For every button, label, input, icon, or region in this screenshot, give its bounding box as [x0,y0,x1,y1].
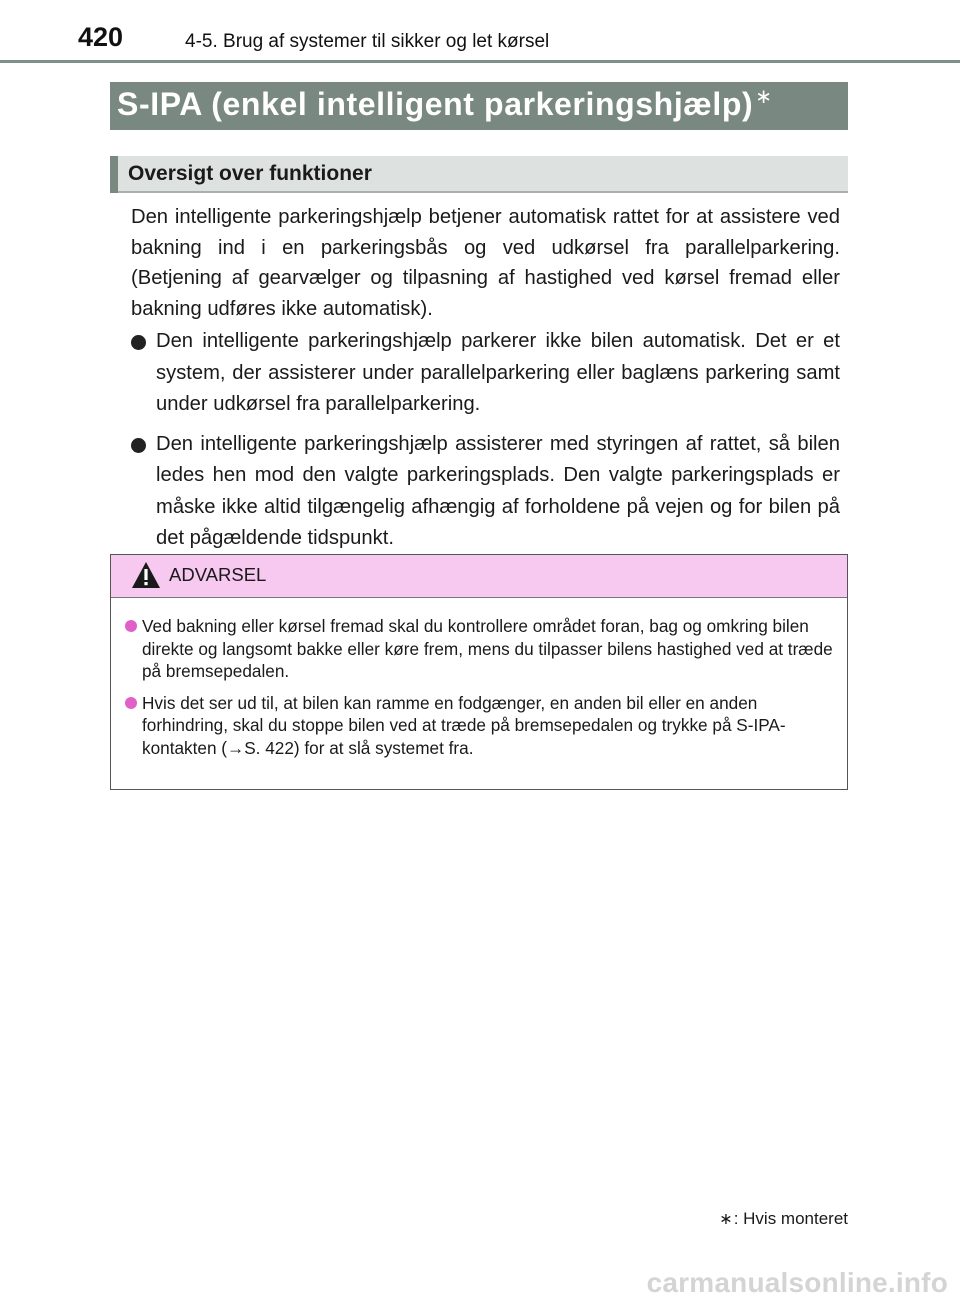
footnote-asterisk: ∗ [719,1211,733,1228]
feature-bullet-text: Den intelligente parkeringshjælp parkerer ikke bilen automatisk. Det er et system, der assisterer under parallelparkering eller baglæns parkering samt under udkørsel fra parallelparkering. [156,330,840,415]
bullet-dot-icon [131,438,146,453]
subsection-accent [110,156,118,193]
warning-bullet-icon [125,697,137,709]
intro-paragraph: Den intelligente parkeringshjælp betjener automatisk rattet for at assistere ved bakning ind i en parkeringsbås og ved udkørsel fra parallelparkering. (Betjening af gearvælger og tilpasning af hastighed ved kørsel fremad eller bakning udføres ikke automatisk). [131,206,840,320]
section-title-text: S-IPA (enkel intelligent parkeringshjælp) [117,86,754,122]
feature-bullet-list [131,326,840,563]
warning-item [125,692,841,760]
footnote [719,1209,848,1229]
warning-box [110,554,848,790]
header-divider [0,60,960,63]
warning-header [111,555,847,598]
page-number: 420 [78,22,124,52]
warning-item [125,615,841,683]
bullet-dot-icon [131,335,146,350]
feature-bullet-item [131,429,840,555]
feature-bullet-item [131,326,840,421]
section-banner [110,82,848,130]
page-header [0,0,960,62]
section-title-asterisk: ∗ [755,86,773,108]
subsection-header [110,156,848,193]
warning-item-text: Hvis det ser ud til, at bilen kan ramme en fodgænger, en anden bil eller en anden forhindring, skal du stoppe bilen ved at træde på bremsepedalen og trykke på S-IPA-kontakten (→S. 422) for at slå systemet fra. [142,692,786,758]
warning-label: ADVARSEL [169,564,267,585]
warning-triangle-icon [131,561,161,589]
footnote-text: : Hvis monteret [733,1209,848,1228]
chapter-title: 4-5. Brug af systemer til sikker og let kørsel [185,31,550,52]
warning-item-text: Ved bakning eller kørsel fremad skal du kontrollere området foran, bag og omkring bilen direkte og langsomt bakke eller køre frem, mens du tilpasser bilens hastighed ved at træde på bremsepedalen. [142,616,833,682]
warning-list [125,615,841,769]
feature-bullet-text: Den intelligente parkeringshjælp assisterer med styringen af rattet, så bilen ledes hen mod den valgte parkeringsplads. Den valgte parkeringsplads er måske ikke altid tilgængelig afhængig af forholdene på vejen og for bilen på det pågældende tidspunkt. [156,432,840,549]
warning-bullet-icon [125,620,137,632]
subsection-title: Oversigt over funktioner [128,162,372,185]
watermark: carmanualsonline.info [646,1267,948,1298]
section-title [117,86,773,123]
